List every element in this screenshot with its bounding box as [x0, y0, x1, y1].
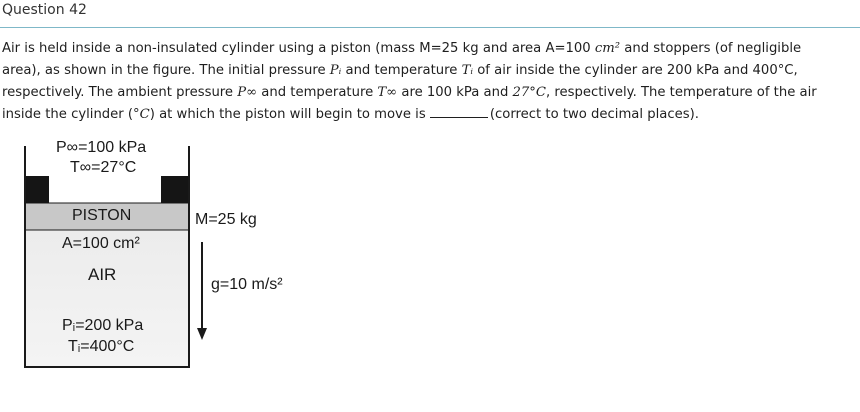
piston-label: PISTON	[72, 207, 132, 224]
text-line1: Air is held inside a non-insulated cylinder using a piston (mass M=25 kg and area A=100	[2, 41, 595, 56]
question-title: Question 42	[2, 2, 87, 18]
initial-temperature-label: Tᵢ=400°C	[68, 338, 135, 355]
air-label: AIR	[88, 265, 117, 284]
symbol-tinf: T∞	[377, 85, 398, 100]
temp-27: 27°C	[512, 85, 546, 100]
initial-pressure-label: Pᵢ=200 kPa	[62, 317, 144, 334]
gravity-label: g=10 m/s²	[211, 276, 283, 293]
text-line3a: respectively. The ambient pressure	[2, 85, 238, 100]
text-line2a: area), as shown in the figure. The initial pressure	[2, 63, 330, 78]
symbol-pinf: P∞	[237, 85, 258, 100]
text-line3c: are 100 kPa and	[397, 85, 513, 100]
gravity-arrow-head	[197, 328, 207, 340]
ambient-temperature-label: T∞=27°C	[70, 159, 137, 176]
text-line3d: , respectively. The temperature of the air	[546, 85, 817, 100]
stopper-right	[161, 176, 189, 203]
ambient-pressure-label: P∞=100 kPa	[56, 139, 147, 156]
text-line2d: ,	[793, 63, 798, 78]
text-line2c: of air inside the cylinder are 200 kPa and	[473, 63, 753, 78]
text-line4c: (correct to two decimal places).	[489, 107, 699, 122]
unit-cm2: cm²	[594, 41, 621, 56]
mass-label: M=25 kg	[195, 211, 257, 228]
temp-400: 400°C	[752, 63, 794, 78]
text-line4b: ) at which the piston will begin to move is	[149, 107, 430, 122]
text-line2b: and temperature	[341, 63, 462, 78]
text-line1b: and stoppers (of negligible	[620, 41, 802, 56]
symbol-c: C	[139, 107, 150, 122]
area-label: A=100 cm²	[62, 235, 140, 252]
text-line3b: and temperature	[257, 85, 378, 100]
text-line4a: inside the cylinder (°	[2, 107, 140, 122]
symbol-ti: Tᵢ	[461, 63, 474, 78]
symbol-pi: Pᵢ	[329, 63, 342, 78]
stopper-left	[25, 176, 49, 203]
